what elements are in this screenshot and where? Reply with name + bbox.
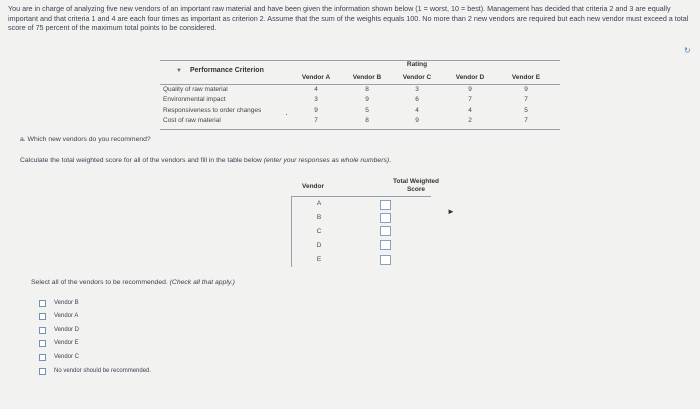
rating-cell: 3 <box>314 96 318 103</box>
rating-cell: 7 <box>524 96 528 103</box>
score-input-vendor-b[interactable] <box>380 213 391 223</box>
score-vendor-label: A <box>316 200 322 207</box>
score-vendor-label: E <box>316 256 322 263</box>
option-label: Vendor A <box>54 313 79 319</box>
option-label: Vendor E <box>54 340 79 346</box>
rating-cell: 4 <box>415 107 419 114</box>
score-vendor-label: C <box>316 228 322 235</box>
refresh-icon[interactable]: ↻ <box>684 46 691 55</box>
checkbox[interactable] <box>39 368 46 375</box>
rating-cell: 4 <box>314 86 318 93</box>
option-row[interactable] <box>39 298 79 308</box>
ratings-header-rule <box>160 84 560 85</box>
dropdown-caret-icon: ▼ <box>176 68 182 74</box>
select-prompt: Select all of the vendors to be recommended. (Check all that apply.) <box>31 279 235 286</box>
checkbox[interactable] <box>39 313 46 320</box>
score-table-vendor-header: Vendor <box>302 183 325 190</box>
rating-cell: 6 <box>415 96 419 103</box>
ratings-table-bottom-rule <box>160 129 560 130</box>
checkbox[interactable] <box>39 340 46 347</box>
rating-header: Rating <box>406 61 428 68</box>
performance-criterion-header: ▼ Performance Criterion <box>176 67 264 74</box>
score-table-divider <box>291 196 292 267</box>
option-row[interactable] <box>39 352 79 362</box>
score-vendor-label: B <box>316 214 322 221</box>
score-input-vendor-e[interactable] <box>380 255 391 265</box>
option-label: Vendor D <box>54 327 80 333</box>
criterion-cost: Cost of raw material <box>163 117 221 124</box>
bullet-dot: · <box>285 109 288 119</box>
question-a: a. Which new vendors do you recommend? <box>20 136 151 143</box>
option-row[interactable] <box>39 325 79 335</box>
option-label: Vendor C <box>54 354 80 360</box>
rating-cell: 9 <box>468 86 472 93</box>
vendor-e-header: Vendor E <box>511 74 541 81</box>
rating-cell: 8 <box>365 86 369 93</box>
rating-cell: 7 <box>468 96 472 103</box>
rating-cell: 9 <box>365 96 369 103</box>
score-input-vendor-a[interactable] <box>380 200 391 210</box>
vendor-b-header: Vendor B <box>352 74 382 81</box>
rating-cell: 7 <box>314 117 318 124</box>
checkbox[interactable] <box>39 300 46 307</box>
option-row[interactable] <box>39 366 151 376</box>
rating-cell: 8 <box>365 117 369 124</box>
vendor-a-header: Vendor A <box>301 74 331 81</box>
checkbox[interactable] <box>39 354 46 361</box>
score-input-vendor-d[interactable] <box>380 240 391 250</box>
option-row[interactable] <box>39 311 78 321</box>
criterion-quality: Quality of raw material <box>163 86 228 93</box>
criterion-environmental: Environmental impact <box>163 96 226 103</box>
criterion-responsiveness: Responsiveness to order changes <box>163 107 262 114</box>
rating-cell: 9 <box>524 86 528 93</box>
vendor-d-header: Vendor D <box>455 74 485 81</box>
vendor-c-header: Vendor C <box>402 74 432 81</box>
option-label: No vendor should be recommended. <box>54 368 152 374</box>
score-vendor-label: D <box>316 242 322 249</box>
instruction-text: Calculate the total weighted score for all of the vendors and fill in the table below (enter your responses as whole numbers). <box>20 157 392 164</box>
rating-cell: 2 <box>468 117 472 124</box>
problem-statement: You are in charge of analyzing five new vendors of an important raw material and have been given the information shown below (1 = worst, 10 = best). Management has decided that criteria 2 and 3 are equally important and that criteria 1 and 4 are each four times as important as criterion 2. Assume that the sum of the weights equals 100. No more than 2 new vendors are required but each new vendor must exceed a total score of 75 percent of the maximum total points to be considered. <box>8 4 689 33</box>
option-row[interactable] <box>39 338 79 348</box>
rating-cell: 9 <box>314 107 318 114</box>
ratings-table-top-rule <box>160 60 560 61</box>
score-input-vendor-c[interactable] <box>380 226 391 236</box>
rating-cell: 5 <box>365 107 369 114</box>
rating-cell: 7 <box>524 117 528 124</box>
checkbox[interactable] <box>39 327 46 334</box>
rating-cell: 9 <box>415 117 419 124</box>
score-table-score-header: Total Weighted Score <box>393 178 439 193</box>
rating-cell: 5 <box>524 107 528 114</box>
rating-cell: 3 <box>415 86 419 93</box>
score-table-header-rule <box>291 196 431 197</box>
mouse-cursor-icon: ► <box>447 207 455 216</box>
rating-cell: 4 <box>468 107 472 114</box>
option-label: Vendor B <box>54 300 79 306</box>
